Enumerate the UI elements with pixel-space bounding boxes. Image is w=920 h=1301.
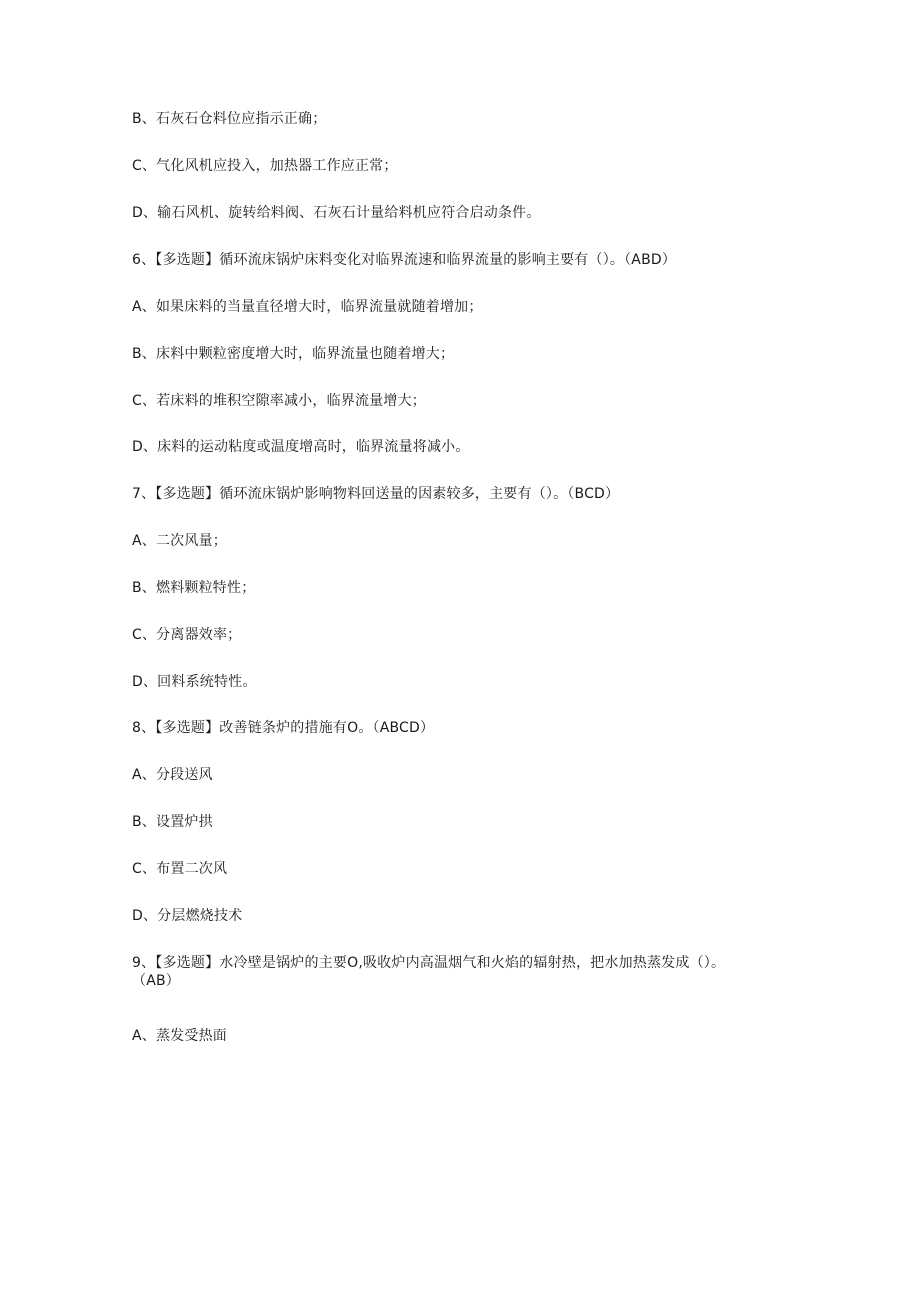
option-d-layered-combustion: D、分层燃烧技术: [132, 908, 243, 924]
option-a-evaporation-surface: A、蒸发受热面: [132, 1028, 227, 1044]
option-c-gasification-fan: C、气化风机应投入，加热器工作应正常；: [132, 158, 398, 174]
option-a-secondary-air: A、二次风量；: [132, 533, 227, 549]
option-c-void-fraction: C、若床料的堆积空隙率减小，临界流量增大；: [132, 393, 426, 409]
option-d-viscosity-temperature: D、床料的运动粘度或温度增高时，临界流量将减小。: [132, 439, 470, 455]
question-8: 8、【多选题】改善链条炉的措施有O。（ABCD）: [132, 720, 435, 736]
option-d-stone-feed-fan: D、输石风机、旋转给料阀、石灰石计量给料机应符合启动条件。: [132, 205, 541, 221]
option-b-furnace-arch: B、设置炉拱: [132, 814, 213, 830]
question-6: 6、【多选题】循环流床锅炉床料变化对临界流速和临界流量的影响主要有（）。（ABD）: [132, 252, 677, 268]
option-b-fuel-particle: B、燃料颗粒特性；: [132, 580, 256, 596]
question-9: 9、【多选题】水冷壁是锅炉的主要O,吸收炉内高温烟气和火焰的辐射热，把水加热蒸发成（）。（AB）: [132, 955, 726, 989]
question-7: 7、【多选题】循环流床锅炉影响物料回送量的因素较多，主要有（）。（BCD）: [132, 486, 620, 502]
option-c-separator-efficiency: C、分离器效率；: [132, 627, 242, 643]
option-c-secondary-air: C、布置二次风: [132, 861, 228, 877]
option-b-limestone-silo: B、石灰石仓料位应指示正确；: [132, 111, 327, 127]
option-a-staged-air: A、分段送风: [132, 767, 213, 783]
option-b-particle-density: B、床料中颗粒密度增大时，临界流量也随着增大；: [132, 346, 455, 362]
option-a-equivalent-diameter: A、如果床料的当量直径增大时，临界流量就随着增加；: [132, 299, 483, 315]
option-d-return-system: D、回料系统特性。: [132, 674, 257, 690]
